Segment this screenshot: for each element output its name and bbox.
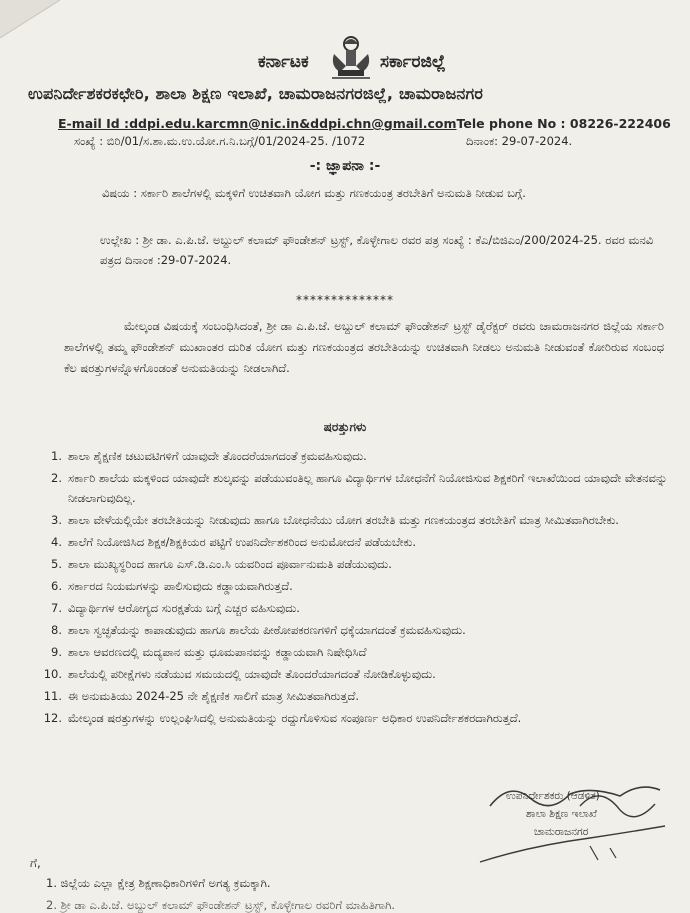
condition-item (30, 510, 670, 530)
condition-item (30, 664, 670, 684)
condition-number: 6. (51, 579, 62, 593)
condition-number: 12. (43, 711, 62, 725)
conditions-list (30, 446, 670, 730)
condition-number: 9. (51, 645, 62, 659)
condition-text: ಶಾಲೆಗೆ ನಿಯೋಜಿಸಿದ ಶಿಕ್ಷಕ/ಶಿಕ್ಷಕಿಯರ ಪಟ್ಟಿಗೆ ಉಪನಿರ್ದೇಶಕರಿಂದ ಅನುಮೋದನೆ ಪಡೆಯಬೇಕು. (68, 535, 416, 549)
email-label: E-mail Id : (58, 116, 130, 131)
condition-number: 5. (51, 557, 62, 571)
condition-item (30, 642, 670, 662)
condition-number: 7. (51, 601, 62, 615)
condition-text: ವಿದ್ಯಾರ್ಥಿಗಳ ಆರೋಗ್ಯದ ಸುರಕ್ಷತೆಯ ಬಗ್ಗೆ ಎಚ್ಚರ ವಹಿಸುವುದು. (68, 601, 300, 615)
condition-item (30, 532, 670, 552)
condition-number: 4. (51, 535, 62, 549)
condition-item (30, 620, 670, 640)
reference-number-line (74, 134, 573, 149)
condition-number: 2. (51, 471, 62, 485)
copy-to-label: ಗೆ, (30, 856, 41, 870)
body-paragraph: ಮೇಲ್ಕಂಡ ವಿಷಯಕ್ಕೆ ಸಂಬಂಧಿಸಿದಂತೆ, ಶ್ರೀ ಡಾ ಎ.ಪಿ.ಜೆ. ಅಬ್ದುಲ್ ಕಲಾಮ್ ಫೌಂಡೇಶನ್ ಟ್ರಸ್ಟ್ ಡೈರೆಕ್ಟರ್ ರವರು ಚಾಮರಾಜನಗರ ಜಿಲ್ಲೆಯ ಸರ್ಕಾರಿ ಶಾಲೆಗಳಲ್ಲಿ ತಮ್ಮ ಫೌಂಡೇಶನ್ ಮುಖಾಂತರ ದುರಿತ ಯೋಗ ಮತ್ತು ಗಣಕಯಂತ್ರದ ತರಬೇತಿಯನ್ನು ಉಚಿತವಾಗಿ ನೀಡಲು ಅನುಮತಿ ನೀಡುವಂತೆ ಕೋರಿರುವ ಸಂಬಂಧ ಕೆಲ ಷರತ್ತುಗಳನ್ನೊಳಗೊಂಡಂತೆ ಅನುಮತಿಯನ್ನು ನೀಡಲಾಗಿದೆ. (64, 319, 664, 375)
contact-line (58, 116, 671, 131)
condition-text: ಶಾಲಾ ಶೈಕ್ಷಣಿಕ ಚಟುವಟಿಗಳಿಗೆ ಯಾವುದೇ ತೊಂದರೆಯಾಗದಂತೆ ಕ್ರಮವಹಿಸುವುದು. (68, 449, 367, 463)
condition-number: 11. (43, 689, 62, 703)
government-title-right: ಸರ್ಕಾರಜಿಲ್ಲೆ (380, 52, 446, 72)
page-corner-fold (0, 0, 60, 40)
condition-number: 1. (51, 449, 62, 463)
subject-line: ವಿಷಯ : ಸರ್ಕಾರಿ ಶಾಲೆಗಳಲ್ಲಿ ಮಕ್ಕಳಿಗೆ ಉಚಿತವಾಗಿ ಯೋಗ ಮತ್ತು ಗಣಕಯಂತ್ರ ತರಬೇತಿಗೆ ಅನುಮತಿ ನೀಡುವ ಬಗ್ಗೆ. (102, 186, 526, 200)
email-address: ddpi.edu.karcmn@nic.in&ddpi.chn@gmail.com (129, 116, 457, 131)
signatory-place: ಚಾಮರಾಜನಗರ (534, 826, 589, 838)
reference-line: ಉಲ್ಲೇಖ : ಶ್ರೀ ಡಾ. ಎ.ಪಿ.ಜೆ. ಅಬ್ದುಲ್ ಕಲಾಮ್ ಫೌಂಡೇಶನ್ ಟ್ರಸ್ಟ್, ಕೊಳ್ಳೇಗಾಲ ರವರ ಪತ್ರ ಸಂಖ್ಯೆ : ಕೆಎ/ಬಿಜಿಎಂ/200/2024-25. ರವರ ಮನವಿ ಪತ್ರದ ದಿನಾಂಕ :29-07-2024. (100, 233, 654, 267)
condition-text: ಶಾಲೆಯಲ್ಲಿ ಪರೀಕ್ಷೆಗಳು ನಡೆಯುವ ಸಮಯದಲ್ಲಿ ಯಾವುದೇ ತೊಂದರೆಯಾಗದಂತೆ ನೋಡಿಕೊಳ್ಳುವುದು. (68, 667, 436, 681)
condition-item (30, 686, 670, 706)
signatory-title: ಉಪನಿರ್ದೇಶಕರು (ಆಡಳಿತ) (506, 790, 600, 802)
condition-text: ಶಾಲಾ ವೇಳೆಯಲ್ಲಿಯೇ ತರಬೇತಿಯನ್ನು ನೀಡುವುದು ಹಾಗೂ ಬೋಧನೆಯು ಯೋಗ ತರಬೇತಿ ಮತ್ತು ಗಣಕಯಂತ್ರದ ತರಬೇತಿಗೆ ಮಾತ್ರ ಸೀಮಿತವಾಗಿರಬೇಕು. (68, 513, 619, 527)
state-emblem-icon (326, 32, 376, 80)
reference-number: ಸಂಖ್ಯೆ : ಬಿರಿ/01/ಸ.ಶಾ.ಮ.ಉ.ಯೋ.ಗ.ನಿ.ಬಗ್ಗೆ/01/2024-25. /1072 (74, 134, 366, 148)
condition-item (30, 468, 670, 508)
copy-to-item: 2. ಶ್ರೀ ಡಾ ಎ.ಪಿ.ಜೆ. ಅಬ್ದುಲ್ ಕಲಾಮ್ ಫೌಂಡೇಶನ್ ಟ್ರಸ್ಟ್, ಕೊಳ್ಳೇಗಾಲ ರವರಿಗೆ ಮಾಹಿತಿಗಾಗಿ. (46, 898, 396, 912)
condition-item (30, 554, 670, 574)
condition-text: ಮೇಲ್ಕಂಡ ಷರತ್ತುಗಳನ್ನು ಉಲ್ಲಂಘಿಸಿದಲ್ಲಿ ಅನುಮತಿಯನ್ನು ರದ್ದುಗೊಳಿಸುವ ಸಂಪೂರ್ಣ ಅಧಿಕಾರ ಉಪನಿರ್ದೇಶಕರದಾಗಿರುತ್ತದೆ. (68, 711, 522, 725)
condition-text: ಶಾಲಾ ಆವರಣದಲ್ಲಿ ಮದ್ಯಪಾನ ಮತ್ತು ಧೂಮಪಾನವನ್ನು ಕಡ್ಡಾಯವಾಗಿ ನಿಷೇಧಿಸಿದೆ (68, 645, 367, 659)
condition-text: ಶಾಲಾ ಸ್ವಚ್ಛತೆಯನ್ನು ಕಾಪಾಡುವುದು ಹಾಗೂ ಶಾಲೆಯ ಪೀಠೋಪಕರಣಗಳಿಗೆ ಧಕ್ಕೆಯಾಗದಂತೆ ಕ್ರಮವಹಿಸುವುದು. (68, 623, 466, 637)
signature-block (470, 776, 670, 866)
document-date: ದಿನಾಂಕ: 29-07-2024. (466, 134, 573, 148)
phone-label: Tele phone No : (456, 116, 566, 131)
office-title: ಉಪನಿರ್ದೇಶಕರಕಛೇರಿ, ಶಾಲಾ ಶಿಕ್ಷಣ ಇಲಾಖೆ, ಚಾಮರಾಜನಗರಜಿಲ್ಲೆ, ಚಾಮರಾಜನಗರ (28, 84, 484, 103)
condition-item (30, 708, 670, 728)
government-title-left: ಕರ್ನಾಟಕ (258, 52, 309, 72)
condition-text: ಸರ್ಕಾರಿ ಶಾಲೆಯ ಮಕ್ಕಳಿಂದ ಯಾವುದೇ ಶುಲ್ಕವನ್ನು ಪಡೆಯುವಂತಿಲ್ಲ ಹಾಗೂ ವಿದ್ಯಾರ್ಥಿಗಳ ಬೋಧನೆಗೆ ನಿಯೋಜಿಸುವ ಶಿಕ್ಷಕರಿಗೆ ಇಲಾಖೆಯಿಂದ ಯಾವುದೇ ವೇತನವನ್ನು ನೀಡಲಾಗುವುದಿಲ್ಲ. (68, 471, 668, 505)
condition-text: ಶಾಲಾ ಮುಖ್ಯಸ್ಥರಿಂದ ಹಾಗೂ ಎಸ್.ಡಿ.ಎಂ.ಸಿ ಯವರಿಂದ ಪೂರ್ವಾನುಮತಿ ಪಡೆಯುವುದು. (68, 557, 392, 571)
condition-number: 3. (51, 513, 62, 527)
phone-number: 08226-222406 (569, 116, 671, 131)
condition-number: 8. (51, 623, 62, 637)
condition-item (30, 576, 670, 596)
signatory-department: ಶಾಲಾ ಶಿಕ್ಷಣ ಇಲಾಖೆ (526, 808, 597, 820)
copy-to-item: 1. ಜಿಲ್ಲೆಯ ಎಲ್ಲಾ ಕ್ಷೇತ್ರ ಶಿಕ್ಷಣಾಧಿಕಾರಿಗಳಿಗೆ ಅಗತ್ಯ ಕ್ರಮಕ್ಕಾಗಿ. (46, 876, 271, 890)
condition-text: ಈ ಅನುಮತಿಯು 2024-25 ನೇ ಶೈಕ್ಷಣಿಕ ಸಾಲಿಗೆ ಮಾತ್ರ ಸೀಮಿತವಾಗಿರುತ್ತದೆ. (68, 689, 360, 703)
notice-heading: -: ಜ್ಞಾಪನಾ :- (309, 158, 381, 174)
condition-number: 10. (43, 667, 62, 681)
condition-item (30, 446, 670, 466)
conditions-heading: ಷರತ್ತುಗಳು (323, 420, 367, 434)
condition-item (30, 598, 670, 618)
condition-text: ಸರ್ಕಾರದ ನಿಯಮಗಳನ್ನು ಪಾಲಿಸುವುದು ಕಡ್ಡಾಯವಾಗಿರುತ್ತದೆ. (68, 579, 293, 593)
separator: ************** (296, 293, 394, 307)
